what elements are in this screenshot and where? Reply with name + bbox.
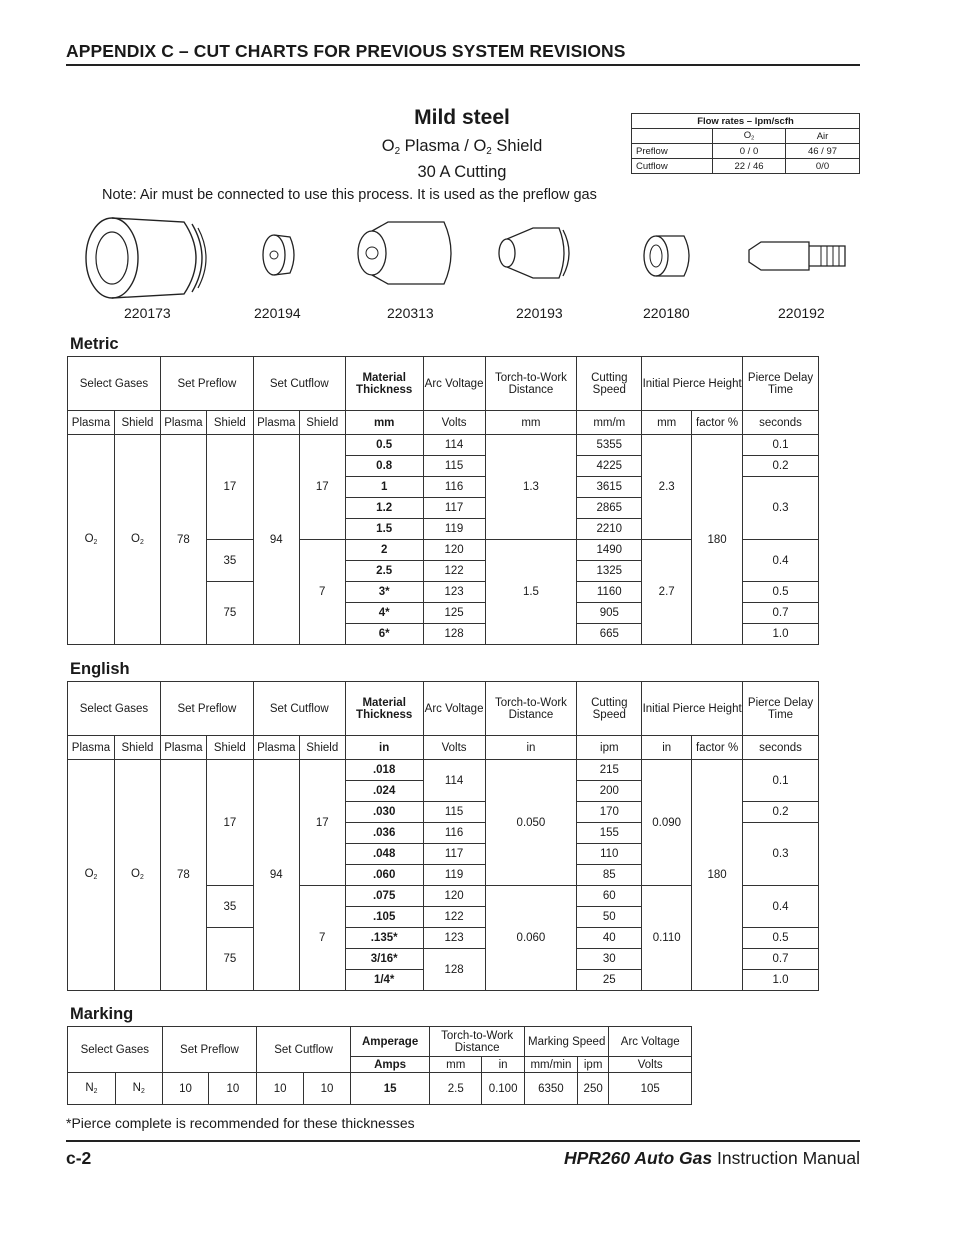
table-row: 75 .135* 123 40 0.5 [68,928,819,949]
shield-cap-part-image [260,230,300,280]
part-number: 220313 [387,305,434,321]
nozzle-part-image [493,222,578,284]
metric-section-title: Metric [70,335,119,353]
table-row: $N_2$ $N_2$ 10 10 10 10 15 2.5 0.100 6350 250 105 [68,1073,692,1105]
table-row: 1.2 117 2865 [68,498,819,519]
table-row: .024 200 [68,781,819,802]
process-subtitle: $O_2$ Plasma / $O_2$ Shield [381,137,543,157]
footer-rule [66,1140,860,1142]
swirl-ring-part-image [640,230,700,282]
table-row: 6* 128 665 1.0 [68,624,819,645]
header-rule [66,64,860,66]
flow-row-cutflow: Cutflow 22 / 46 0/0 [632,159,860,174]
page-header-title: APPENDIX C – CUT CHARTS FOR PREVIOUS SYSTEM REVISIONS [66,41,626,61]
process-current: 30 A Cutting [417,163,507,181]
table-row: 75 3* 123 1160 0.5 [68,582,819,603]
table-row: 1/4* 25 1.0 [68,970,819,991]
flow-rates-title: Flow rates – lpm/scfh [632,114,860,129]
table-row: $O_2$ $O_2$ 78 17 94 17 0.5 114 1.3 5355 2.3 180 0.1 [68,435,819,456]
part-number: 220193 [516,305,563,321]
flow-col-o2: $O_2$ [713,129,786,144]
table-row: .048 117 110 [68,844,819,865]
retaining-cap-part-image [354,218,464,288]
table-row: .105 122 50 [68,907,819,928]
table-row: 1 116 3615 0.3 [68,477,819,498]
footnote: *Pierce complete is recommended for these thicknesses [66,1115,415,1131]
table-row: .036 116 155 0.3 [68,823,819,844]
page-title: Mild steel [414,106,510,129]
part-number: 220173 [124,305,171,321]
manual-title: HPR260 Auto Gas Instruction Manual [563,1148,860,1168]
table-row: .060 119 85 [68,865,819,886]
marking-section-title: Marking [70,1005,134,1023]
table-row: .030 115 170 0.2 [68,802,819,823]
table-row: 3/16* 128 30 0.7 [68,949,819,970]
metric-cut-table: Select Gases Set Preflow Set Cutflow Material Thickness Arc Voltage Torch-to-Work Distance Cutting Speed Initial Pierce Height Pierce Delay Time Plasma Shield Plasma Shield Plasma Shield mm Volts mm mm/m mm factor % seconds $O_2$ $O_2$ 78 17 94 17 0.5 114 1.3 5355 2.3 180 0.1 0.8 115 4225 0.2 1 116 3615 0.3 1.2 117 2865 1.5 119 2210 35 7 2 120 1.5 1490 2.7 0.4 2.5 122 1325 75 3* 123 1160 0.5 4* 125 905 0.7 6* 128 665 1.0 [67,356,819,645]
table-row: 4* 125 905 0.7 [68,603,819,624]
marking-table: Select Gases Set Preflow Set Cutflow Amperage Torch-to-Work Distance Marking Speed Arc Voltage Amps mm in mm/min ipm Volts $N_2$ $N_2$ 10 10 10 10 15 2.5 0.100 6350 250 105 [67,1026,692,1105]
english-section-title: English [70,660,130,678]
table-row: $O_2$ $O_2$ 78 17 94 17 .018 114 0.050 215 0.090 180 0.1 [68,760,819,781]
flow-col-air: Air [786,129,860,144]
flow-row-preflow: Preflow 0 / 0 46 / 97 [632,144,860,159]
part-number: 220192 [778,305,825,321]
table-row: 2.5 122 1325 [68,561,819,582]
flow-rates-table [631,113,860,174]
table-row: 35 7 2 120 1.5 1490 2.7 0.4 [68,540,819,561]
electrode-part-image [745,236,855,276]
part-number: 220194 [254,305,301,321]
shield-part-image [84,214,214,304]
table-row: 1.5 119 2210 [68,519,819,540]
process-note: Note: Air must be connected to use this process. It is used as the preflow gas [102,187,597,203]
table-row: 0.8 115 4225 0.2 [68,456,819,477]
english-cut-table: Select Gases Set Preflow Set Cutflow Material Thickness Arc Voltage Torch-to-Work Distance Cutting Speed Initial Pierce Height Pierce Delay Time Plasma Shield Plasma Shield Plasma Shield in Volts in ipm in factor % seconds $O_2$ $O_2$ 78 17 94 17 .018 114 0.050 215 0.090 180 0.1 .024 200 .030 115 170 0.2 .036 116 155 0.3 .048 117 110 .060 119 85 35 7 .075 120 0.060 60 0.110 0.4 .105 122 50 75 .135* 123 40 0.5 3/16* 128 30 0.7 1/4* 25 1.0 [67,681,819,991]
part-number: 220180 [643,305,690,321]
page-number: c-2 [66,1148,92,1168]
table-row: 35 7 .075 120 0.060 60 0.110 0.4 [68,886,819,907]
